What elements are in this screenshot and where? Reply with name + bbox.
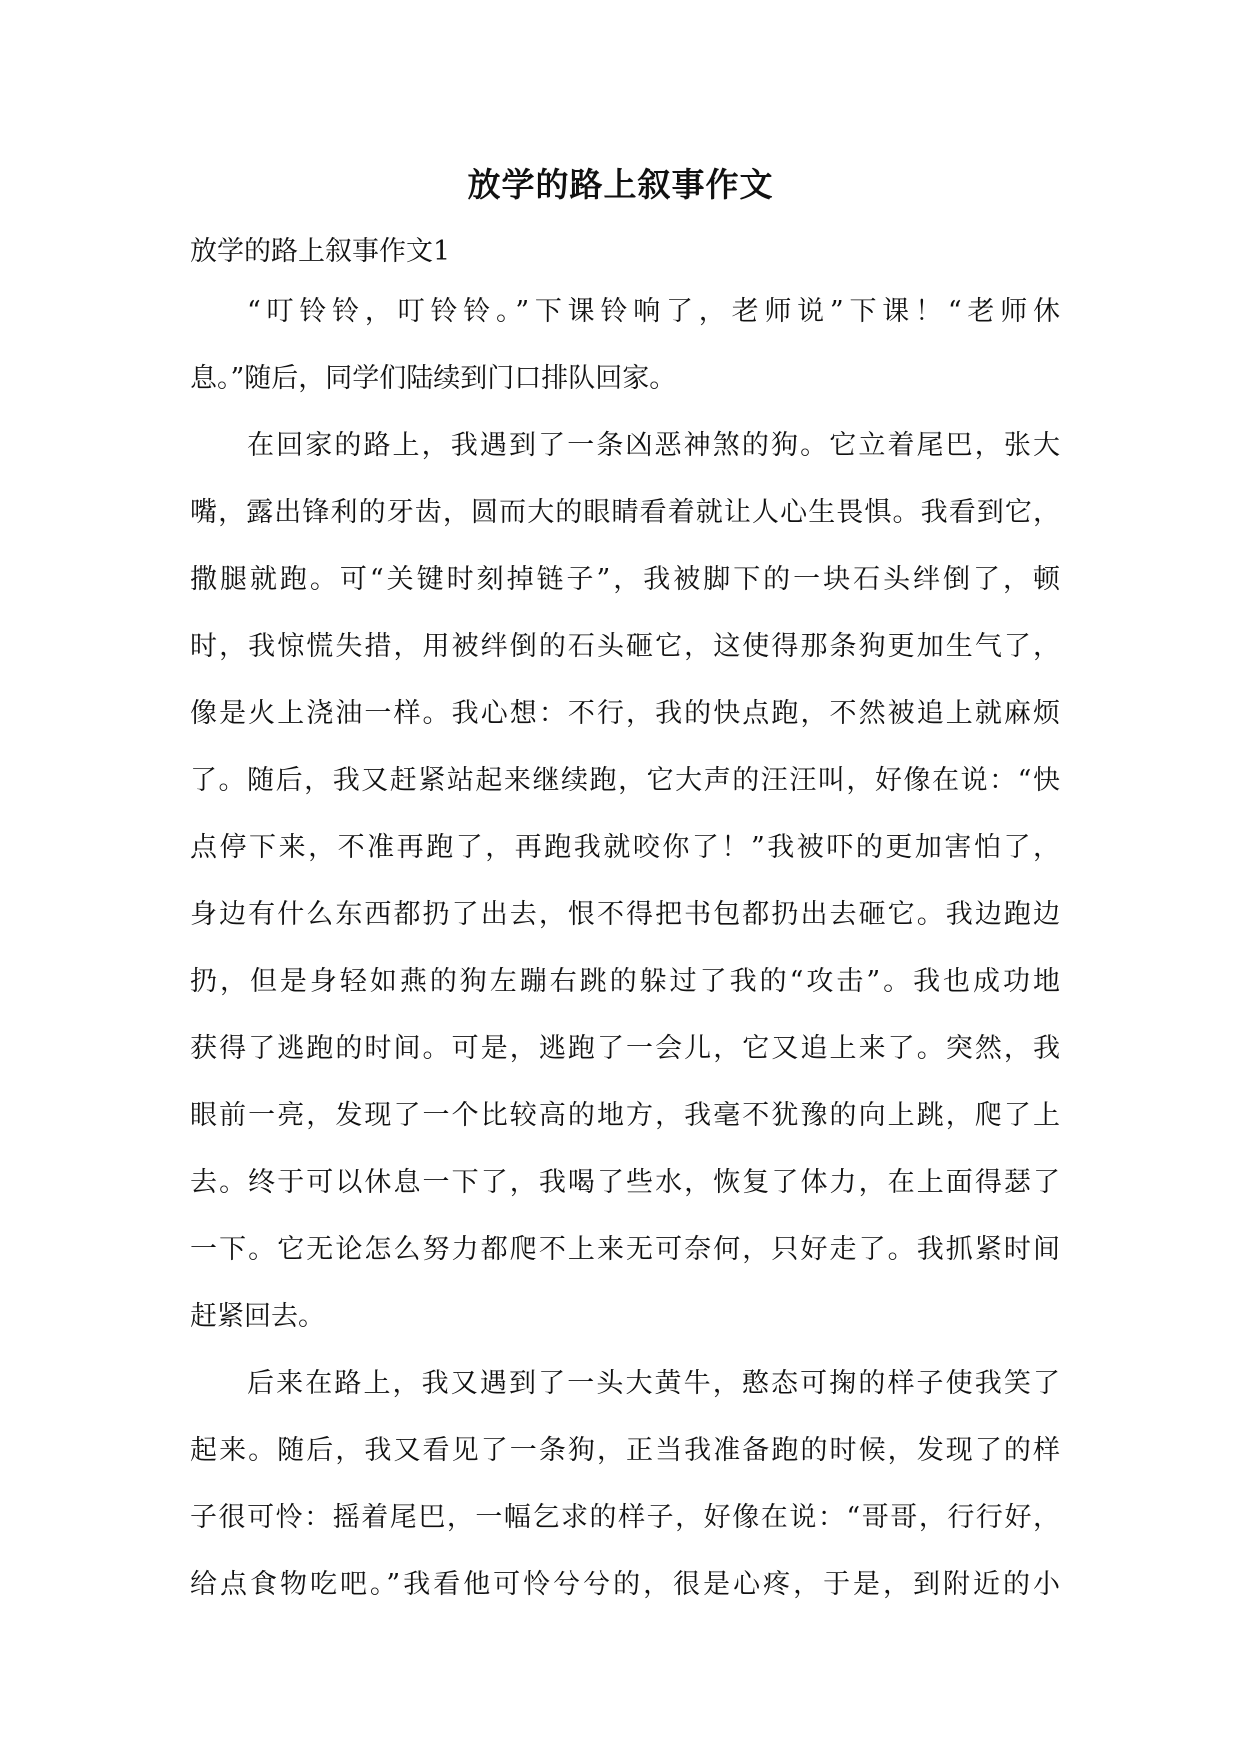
text-line: 撒腿就跑。可“关键时刻掉链子”，我被脚下的一块石头绊倒了，顿 — [190, 564, 1060, 595]
text-line: 息。”随后，同学们陆续到门口排队回家。 — [190, 363, 677, 394]
section-heading: 放学的路上叙事作文1 — [190, 236, 451, 267]
text-line: 获得了逃跑的时间。可是，逃跑了一会儿，它又追上来了。突然，我 — [190, 1033, 1060, 1064]
text-line: 眼前一亮，发现了一个比较高的地方，我毫不犹豫的向上跳，爬了上 — [190, 1100, 1060, 1131]
essay-body — [190, 292, 1060, 1632]
text-line: 一下。它无论怎么努力都爬不上来无可奈何，只好走了。我抓紧时间 — [190, 1234, 1060, 1265]
text-line: 了。随后，我又赶紧站起来继续跑，它大声的汪汪叫，好像在说：“快 — [190, 765, 1060, 796]
text-line: 像是火上浇油一样。我心想：不行，我的快点跑，不然被追上就麻烦 — [190, 698, 1060, 729]
text-line: 去。终于可以休息一下了，我喝了些水，恢复了体力，在上面得瑟了 — [190, 1167, 1060, 1198]
text-line: 给点食物吃吧。”我看他可怜兮兮的，很是心疼，于是，到附近的小 — [190, 1569, 1060, 1600]
text-line: 点停下来，不准再跑了，再跑我就咬你了！”我被吓的更加害怕了， — [190, 832, 1060, 863]
text-line: 子很可怜：摇着尾巴，一幅乞求的样子，好像在说：“哥哥，行行好， — [190, 1502, 1060, 1533]
text-line: 后来在路上，我又遇到了一头大黄牛，憨态可掬的样子使我笑了 — [247, 1368, 1060, 1399]
text-line: 身边有什么东西都扔了出去，恨不得把书包都扔出去砸它。我边跑边 — [190, 899, 1060, 930]
document-title: 放学的路上叙事作文 — [467, 165, 774, 204]
text-line: “叮铃铃，叮铃铃。”下课铃响了，老师说”下课！“老师休 — [247, 296, 1060, 327]
text-line: 赶紧回去。 — [190, 1301, 325, 1332]
text-line: 嘴，露出锋利的牙齿，圆而大的眼睛看着就让人心生畏惧。我看到它， — [190, 497, 1060, 528]
text-line: 时，我惊慌失措，用被绊倒的石头砸它，这使得那条狗更加生气了， — [190, 631, 1060, 662]
text-line: 在回家的路上，我遇到了一条凶恶神煞的狗。它立着尾巴，张大 — [247, 430, 1060, 461]
text-line: 起来。随后，我又看见了一条狗，正当我准备跑的时候，发现了的样 — [190, 1435, 1060, 1466]
text-line: 扔，但是身轻如燕的狗左蹦右跳的躲过了我的“攻击”。我也成功地 — [190, 966, 1060, 997]
